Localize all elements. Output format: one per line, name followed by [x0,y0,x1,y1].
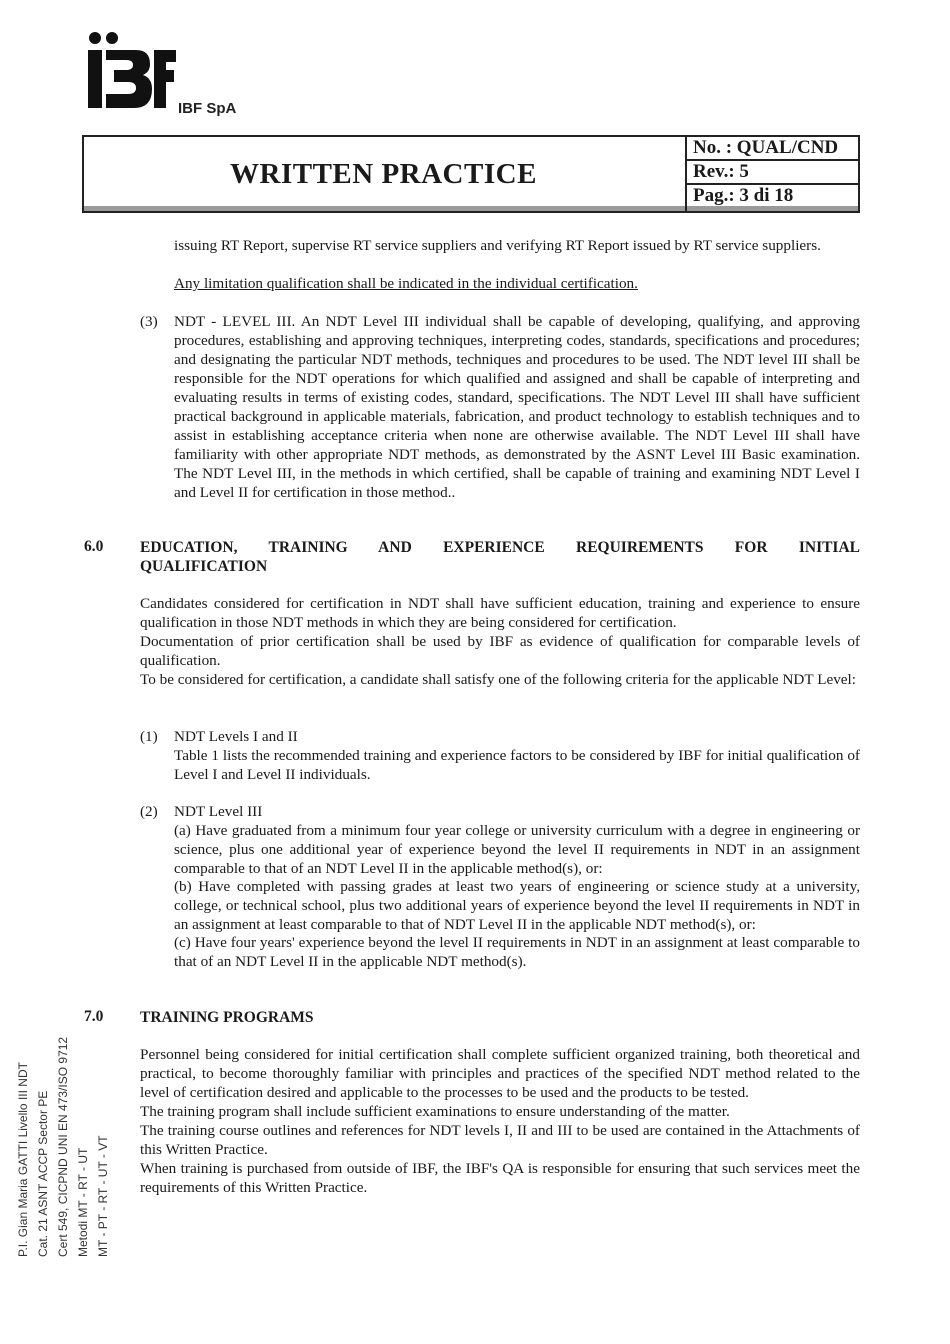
item2-number: (2) [140,803,158,820]
page-title: WRITTEN PRACTICE [230,158,537,190]
stamp-line-3: Cert 549, CICPND UNI EN 473/ISO 9712 [56,1036,70,1257]
continuation-text: issuing RT Report, supervise RT service suppliers and verifying RT Report issued by RT service suppliers. [174,237,821,254]
item1-number: (1) [140,728,158,745]
doc-meta-box [685,137,858,211]
level3-number: (3) [140,313,158,330]
item1-text: Table 1 lists the recommended training and experience factors to be considered by IBF for initial qualification of Level I and Level II individuals. [174,747,860,783]
section-7-p4: When training is purchased from outside of IBF, the IBF's QA is responsible for ensuring that such services meet the requirements of this Written Practice. [140,1160,860,1196]
section-7-number: 7.0 [84,1008,104,1025]
item2-option-b: (b) Have completed with passing grades at least two years of engineering or science study at a university, college, or technical school, plus two additional years of experience beyond the level II requirements in NDT in an assignment at least comparable to that of NDT Level II in the applicable NDT method(s), or: [174,878,860,933]
logo-text: iBF [130,112,132,113]
section-6-criteria: To be considered for certification, a candidate shall satisfy one of the following criteria for the applicable NDT Level: [140,671,856,688]
section-6-title: EDUCATION, TRAINING AND EXPERIENCE REQUIREMENTS FOR INITIAL QUALIFICATION [140,539,860,575]
section-6-documentation: Documentation of prior certification shall be used by IBF as evidence of qualification for comparable levels of qualification. [140,633,860,669]
stamp-line-5: MT - PT - RT - UT - VT [96,1135,110,1257]
level3-text: NDT - LEVEL III. An NDT Level III individual shall be capable of developing, qualifying, and approving procedures, establishing and approving techniques, interpreting codes, standards, specifications and procedures; and designating the particular NDT methods, techniques and procedures to be used. The NDT level III shall be responsible for the NDT operations for which qualified and assigned and shall be capable of interpreting and evaluating results in terms of existing codes, standard, specifications. The NDT Level III shall have sufficient practical background in applicable materials, fabrication, and product technology to establish techniques and to assist in establishing acceptance criteria when none are otherwise available. The NDT Level III shall have familiarity with other appropriate NDT methods, as demonstrated by the ASNT Level III Basic examination. The NDT Level III, in the methods in which certified, shall be capable of training and examining NDT Level I and Level II for certification in those method.. [174,313,860,501]
doc-page: Pag.: 3 di 18 [693,185,794,206]
item1-title: NDT Levels I and II [174,728,298,745]
section-7-p1: Personnel being considered for initial certification shall complete sufficient organized training, both theoretical and practical, to become thoroughly familiar with principles and practices of the specified NDT method related to the level of certification desired and applicable to the processes to be used and the products to be tested. [140,1046,860,1101]
section-6-number: 6.0 [84,538,104,555]
company-name: IBF SpA [178,100,237,117]
section-7-p3: The training course outlines and references for NDT levels I, II and III to be used are contained in the Attachments of this Written Practice. [140,1122,860,1158]
section-6-intro: Candidates considered for certification in NDT shall have sufficient education, training and experience to ensure qualification in those NDT methods in which they are being considered for certification. [140,595,860,631]
section-7-title: TRAINING PROGRAMS [140,1009,314,1026]
item2-option-c: (c) Have four years' experience beyond the level II requirements in NDT in an assignment at least comparable to that of an NDT Level II in the applicable NDT method(s). [174,934,860,970]
stamp-line-1: P.I. Gian Maria GATTI Livello III NDT [16,1062,30,1257]
limitation-note: Any limitation qualification shall be indicated in the individual certification. [174,275,638,292]
doc-number: No. : QUAL/CND [687,137,860,161]
doc-revision: Rev.: 5 [687,161,860,185]
stamp-line-4: Metodi MT - RT - UT [76,1147,90,1257]
ibf-logo-icon [84,28,176,116]
stamp-line-2: Cat. 21 ASNT ACCP Sector PE [36,1090,50,1257]
item2-title: NDT Level III [174,803,263,820]
item2-option-a: (a) Have graduated from a minimum four year college or university curriculum with a degree in engineering or science, plus one additional year of experience beyond the level II requirements in NDT in an assignment comparable to that of an NDT Level II in the applicable method(s), or: [174,822,860,877]
certification-stamp [8,1025,128,1265]
section-7-p2: The training program shall include sufficient examinations to ensure understanding of the matter. [140,1103,730,1120]
